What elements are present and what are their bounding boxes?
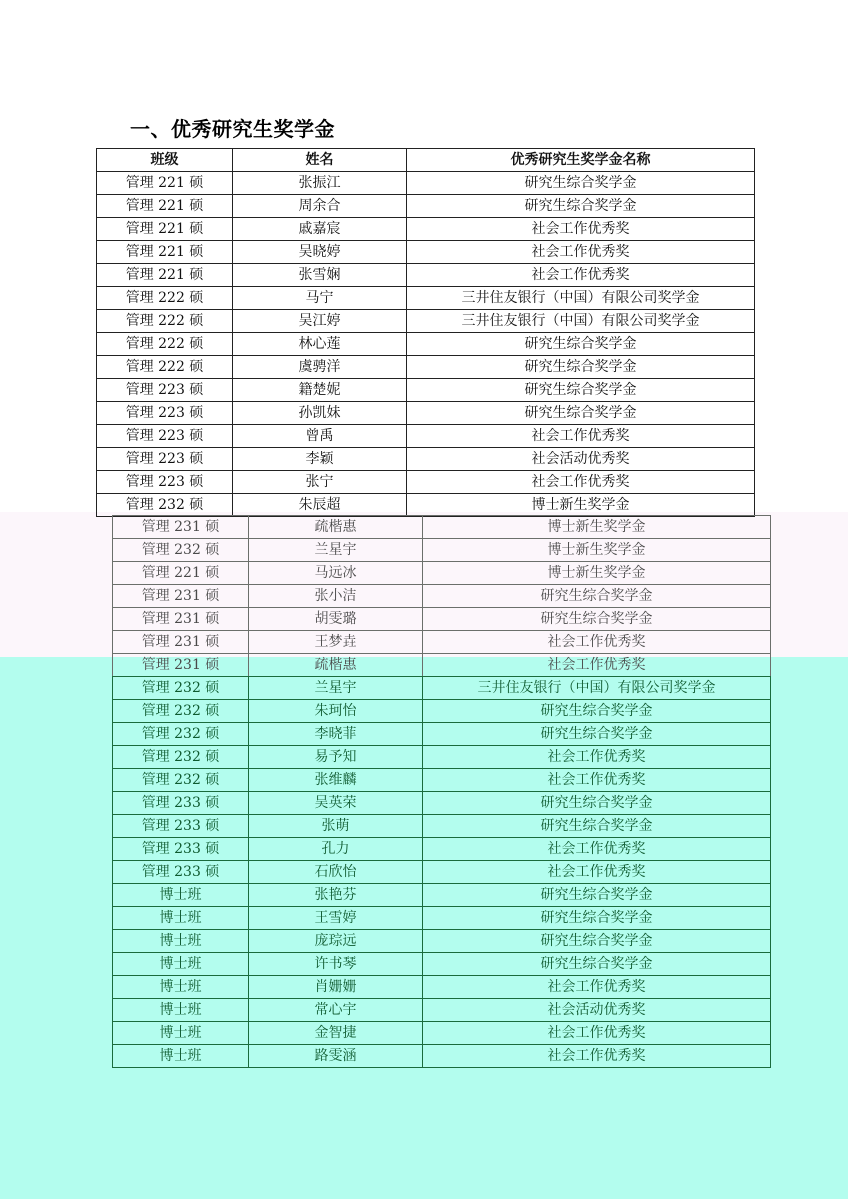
table-row (113, 1022, 771, 1045)
cell-class: 管理 223 硕 (97, 425, 233, 448)
cell-class: 管理 223 硕 (97, 402, 233, 425)
table-row (113, 539, 771, 562)
cell-name: 张萌 (249, 815, 423, 838)
cell-name: 石欣怡 (249, 861, 423, 884)
cell-class: 管理 232 硕 (113, 539, 249, 562)
cell-scholarship: 研究生综合奖学金 (423, 815, 771, 838)
table-row (113, 884, 771, 907)
cell-scholarship: 社会工作优秀奖 (407, 218, 755, 241)
table-row (113, 953, 771, 976)
cell-class: 博士班 (113, 999, 249, 1022)
table-row (97, 172, 755, 195)
cell-class: 博士班 (113, 1045, 249, 1068)
cell-name: 易予知 (249, 746, 423, 769)
cell-scholarship: 研究生综合奖学金 (423, 792, 771, 815)
cell-scholarship: 社会工作优秀奖 (407, 471, 755, 494)
cell-name: 张小洁 (249, 585, 423, 608)
table-row (97, 402, 755, 425)
table-row (113, 746, 771, 769)
table-row (97, 218, 755, 241)
table-row (97, 195, 755, 218)
cell-scholarship: 研究生综合奖学金 (423, 585, 771, 608)
cell-class: 管理 231 硕 (113, 516, 249, 539)
cell-name: 张艳芬 (249, 884, 423, 907)
cell-name: 疏楷惠 (249, 654, 423, 677)
cell-scholarship: 社会工作优秀奖 (423, 631, 771, 654)
cell-name: 肖姗姗 (249, 976, 423, 999)
table-row (113, 700, 771, 723)
cell-name: 兰星宇 (249, 539, 423, 562)
table-row (97, 448, 755, 471)
cell-name: 虞骋洋 (233, 356, 407, 379)
cell-class: 管理 231 硕 (113, 654, 249, 677)
cell-scholarship: 研究生综合奖学金 (423, 930, 771, 953)
cell-name: 疏楷惠 (249, 516, 423, 539)
cell-scholarship: 研究生综合奖学金 (407, 356, 755, 379)
cell-scholarship: 博士新生奖学金 (423, 562, 771, 585)
table-row (113, 654, 771, 677)
table-row (113, 516, 771, 539)
cell-class: 管理 232 硕 (113, 677, 249, 700)
cell-name: 孔力 (249, 838, 423, 861)
table-row (97, 379, 755, 402)
cell-name: 周余合 (233, 195, 407, 218)
cell-name: 金智捷 (249, 1022, 423, 1045)
cell-scholarship: 研究生综合奖学金 (423, 907, 771, 930)
column-header-name: 姓名 (233, 149, 407, 172)
cell-scholarship: 社会工作优秀奖 (423, 654, 771, 677)
cell-scholarship: 研究生综合奖学金 (423, 884, 771, 907)
cell-name: 吴晓婷 (233, 241, 407, 264)
cell-class: 管理 233 硕 (113, 838, 249, 861)
cell-class: 博士班 (113, 1022, 249, 1045)
table-row (113, 769, 771, 792)
cell-name: 马远冰 (249, 562, 423, 585)
cell-class: 管理 222 硕 (97, 333, 233, 356)
cell-scholarship: 博士新生奖学金 (423, 539, 771, 562)
cell-scholarship: 三井住友银行（中国）有限公司奖学金 (407, 287, 755, 310)
cell-name: 常心宇 (249, 999, 423, 1022)
cell-name: 王雪婷 (249, 907, 423, 930)
cell-name: 李晓菲 (249, 723, 423, 746)
cell-scholarship: 社会工作优秀奖 (407, 264, 755, 287)
table-row (97, 287, 755, 310)
column-header-class: 班级 (97, 149, 233, 172)
cell-class: 管理 221 硕 (97, 218, 233, 241)
cell-class: 管理 222 硕 (97, 310, 233, 333)
cell-name: 朱辰超 (233, 494, 407, 517)
table-row (97, 494, 755, 517)
section-heading: 一、优秀研究生奖学金 (130, 117, 335, 141)
cell-scholarship: 研究生综合奖学金 (407, 195, 755, 218)
table-row (113, 838, 771, 861)
cell-scholarship: 社会工作优秀奖 (423, 861, 771, 884)
table-row (97, 310, 755, 333)
cell-class: 管理 221 硕 (97, 264, 233, 287)
table-row (113, 723, 771, 746)
table-row (97, 264, 755, 287)
cell-class: 管理 221 硕 (97, 195, 233, 218)
cell-class: 管理 232 硕 (113, 700, 249, 723)
cell-name: 路雯涵 (249, 1045, 423, 1068)
cell-scholarship: 社会活动优秀奖 (423, 999, 771, 1022)
table-row (113, 815, 771, 838)
cell-scholarship: 三井住友银行（中国）有限公司奖学金 (407, 310, 755, 333)
cell-class: 管理 233 硕 (113, 861, 249, 884)
column-header-scholarship: 优秀研究生奖学金名称 (407, 149, 755, 172)
table-row (113, 677, 771, 700)
table-row (97, 471, 755, 494)
cell-class: 博士班 (113, 976, 249, 999)
cell-name: 胡雯璐 (249, 608, 423, 631)
table-row (113, 631, 771, 654)
cell-class: 管理 232 硕 (113, 723, 249, 746)
cell-name: 吴英荣 (249, 792, 423, 815)
cell-class: 管理 222 硕 (97, 356, 233, 379)
cell-name: 孙凯妹 (233, 402, 407, 425)
cell-name: 许书琴 (249, 953, 423, 976)
cell-scholarship: 社会工作优秀奖 (423, 1022, 771, 1045)
cell-name: 戚嘉宸 (233, 218, 407, 241)
cell-class: 管理 221 硕 (97, 172, 233, 195)
table-row (113, 999, 771, 1022)
cell-scholarship: 三井住友银行（中国）有限公司奖学金 (423, 677, 771, 700)
cell-class: 管理 231 硕 (113, 585, 249, 608)
cell-class: 管理 221 硕 (97, 241, 233, 264)
cell-name: 籍楚妮 (233, 379, 407, 402)
cell-name: 张维麟 (249, 769, 423, 792)
cell-scholarship: 社会工作优秀奖 (423, 1045, 771, 1068)
cell-scholarship: 社会工作优秀奖 (423, 838, 771, 861)
table-row (113, 976, 771, 999)
cell-name: 张雪娴 (233, 264, 407, 287)
table-row (113, 861, 771, 884)
cell-scholarship: 社会活动优秀奖 (407, 448, 755, 471)
cell-name: 林心莲 (233, 333, 407, 356)
cell-class: 博士班 (113, 884, 249, 907)
cell-scholarship: 社会工作优秀奖 (423, 769, 771, 792)
cell-class: 管理 223 硕 (97, 471, 233, 494)
cell-scholarship: 博士新生奖学金 (423, 516, 771, 539)
cell-scholarship: 研究生综合奖学金 (407, 333, 755, 356)
cell-scholarship: 研究生综合奖学金 (407, 379, 755, 402)
cell-scholarship: 社会工作优秀奖 (407, 425, 755, 448)
cell-class: 管理 232 硕 (113, 769, 249, 792)
cell-name: 曾禹 (233, 425, 407, 448)
cell-scholarship: 社会工作优秀奖 (423, 976, 771, 999)
table-row (113, 792, 771, 815)
cell-scholarship: 研究生综合奖学金 (423, 953, 771, 976)
cell-class: 管理 232 硕 (97, 494, 233, 517)
table-row (113, 585, 771, 608)
cell-class: 管理 221 硕 (113, 562, 249, 585)
scholarship-table-2 (112, 515, 771, 1068)
cell-scholarship: 研究生综合奖学金 (423, 700, 771, 723)
cell-name: 张振江 (233, 172, 407, 195)
cell-name: 张宁 (233, 471, 407, 494)
cell-name: 马宁 (233, 287, 407, 310)
table-row (113, 907, 771, 930)
table-header-row (97, 149, 755, 172)
table-row (97, 241, 755, 264)
table-row (113, 608, 771, 631)
cell-scholarship: 研究生综合奖学金 (407, 402, 755, 425)
table-row (113, 930, 771, 953)
scholarship-table-1 (96, 148, 755, 517)
cell-class: 管理 233 硕 (113, 815, 249, 838)
table-row (113, 1045, 771, 1068)
cell-scholarship: 研究生综合奖学金 (423, 723, 771, 746)
cell-class: 博士班 (113, 930, 249, 953)
cell-class: 管理 231 硕 (113, 608, 249, 631)
cell-scholarship: 社会工作优秀奖 (423, 746, 771, 769)
cell-name: 李颖 (233, 448, 407, 471)
table-row (113, 562, 771, 585)
cell-name: 庞琮远 (249, 930, 423, 953)
cell-class: 管理 223 硕 (97, 448, 233, 471)
cell-name: 朱珂怡 (249, 700, 423, 723)
cell-name: 吴江婷 (233, 310, 407, 333)
cell-class: 管理 231 硕 (113, 631, 249, 654)
cell-class: 管理 222 硕 (97, 287, 233, 310)
cell-class: 管理 232 硕 (113, 746, 249, 769)
table-row (97, 425, 755, 448)
cell-name: 兰星宇 (249, 677, 423, 700)
cell-class: 管理 233 硕 (113, 792, 249, 815)
cell-name: 王梦垚 (249, 631, 423, 654)
cell-class: 管理 223 硕 (97, 379, 233, 402)
cell-scholarship: 研究生综合奖学金 (423, 608, 771, 631)
cell-scholarship: 研究生综合奖学金 (407, 172, 755, 195)
table-row (97, 356, 755, 379)
cell-class: 博士班 (113, 907, 249, 930)
cell-scholarship: 博士新生奖学金 (407, 494, 755, 517)
cell-scholarship: 社会工作优秀奖 (407, 241, 755, 264)
cell-class: 博士班 (113, 953, 249, 976)
table-row (97, 333, 755, 356)
